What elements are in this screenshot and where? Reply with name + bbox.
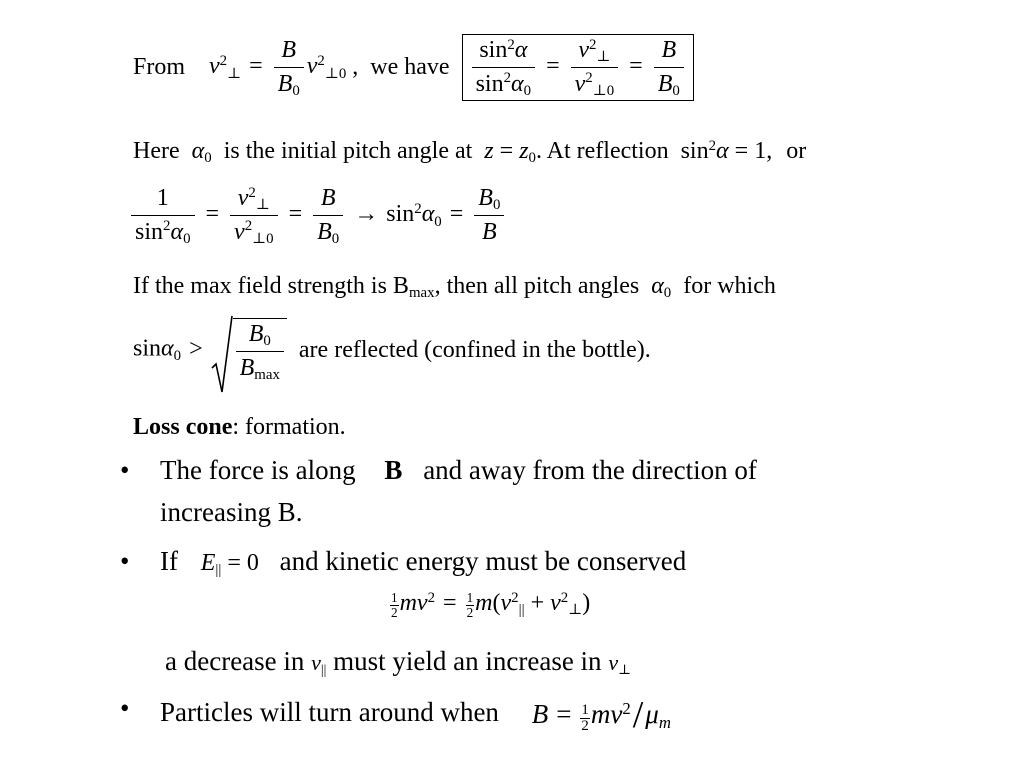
bullet-marker-2: •: [120, 546, 130, 576]
bullet-1-bold-b: B: [384, 455, 403, 485]
loss-cone-label: Loss cone: [133, 414, 233, 440]
bullet-1-text-a: The force is along: [160, 455, 356, 485]
sin-alpha0-inequality: sinα$_0$ > $\frac{B_0}{B_{max}}$: [133, 318, 287, 382]
sqrt-symbol: $\frac{B_0}{B_{max}}$: [211, 318, 287, 382]
bullet-1-line-1: [160, 455, 757, 486]
equation-line-5: [133, 318, 651, 382]
bullet-2-text-a: If: [160, 546, 178, 576]
bullet-2-line: [160, 546, 686, 577]
equation-line-1: [133, 34, 694, 101]
turnaround-equation: B = $\frac{1}{2}$ $mv^2/\mu_m$: [531, 694, 671, 736]
decrease-text-b: must yield an increase in: [333, 646, 602, 676]
v-parallel-symbol: $v_{||}$: [311, 650, 327, 678]
alpha0-symbol-2: $\alpha_0$: [651, 273, 672, 302]
bullet-3-text-a: Particles will turn around when: [160, 697, 499, 728]
or-label: or: [786, 138, 807, 164]
bullet-marker-3: •: [120, 693, 130, 723]
max-subscript: max: [408, 285, 435, 302]
sin-eq-one: = 1,: [734, 138, 773, 164]
decrease-text-a: a decrease in: [165, 646, 305, 676]
for-which-text: for which: [683, 273, 776, 299]
reflected-text: are reflected (confined in the bottle).: [298, 336, 651, 363]
sin-alpha-squared: $\sin^2\alpha$: [680, 137, 729, 164]
equation-line-2: [133, 138, 806, 165]
bullet-marker-1: •: [120, 455, 130, 485]
e-parallel-equation: $E_{||} = 0$: [200, 550, 259, 579]
v-perp-equation: $v^2_\perp$ = $\frac{B}{B_0}$ $v^2_{\perp 0}$: [209, 37, 347, 100]
bullet-1-line-2: increasing B.: [160, 497, 303, 527]
reflect-text: . At reflection: [535, 138, 669, 164]
from-label: From: [133, 54, 186, 81]
formation-text: : formation.: [232, 414, 346, 440]
bullet-2-text-b: and kinetic energy must be conserved: [279, 546, 687, 576]
reflection-equation: $\frac{1}{\sin^2\alpha_0}$ = $\frac{v^2_\perp}{v^2_{\perp 0}}$ = $\frac{B}{B_0}$ → $\sin^2\alpha_0$ = $\frac{B_0}{B}$: [128, 185, 507, 246]
here-label: Here: [133, 138, 180, 164]
max-field-text: If the max field strength is B: [133, 273, 409, 299]
boxed-equation: $\frac{\sin^2\alpha}{\sin^2\alpha_0}$ = $\frac{v^2_\perp}{v^2_{\perp 0}}$ = $\frac{B}{B_0}$: [462, 34, 694, 101]
energy-equation: $\frac{1}{2}$ $mv^2$ = $\frac{1}{2}$ $m(v^2_{||} + v^2_\perp)$: [391, 589, 591, 620]
v-perp-symbol: $v_\perp$: [608, 650, 631, 678]
equation-line-3: [128, 185, 507, 246]
loss-cone-line: [133, 414, 346, 441]
z-equals-z0: $z = z_0$: [484, 138, 536, 167]
alpha0-symbol: $\alpha_0$: [191, 138, 212, 167]
bullet-1-text-b: and away from the direction of: [423, 455, 757, 485]
pitch-text: is the initial pitch angle at: [223, 138, 473, 164]
pitch-angles-text: , then all pitch angles: [434, 273, 640, 299]
bullet-3-line: [160, 693, 671, 737]
comma: ,: [352, 54, 359, 81]
equation-line-4: [133, 273, 776, 300]
we-have-label: we have: [370, 54, 450, 81]
decrease-line: [165, 646, 631, 677]
